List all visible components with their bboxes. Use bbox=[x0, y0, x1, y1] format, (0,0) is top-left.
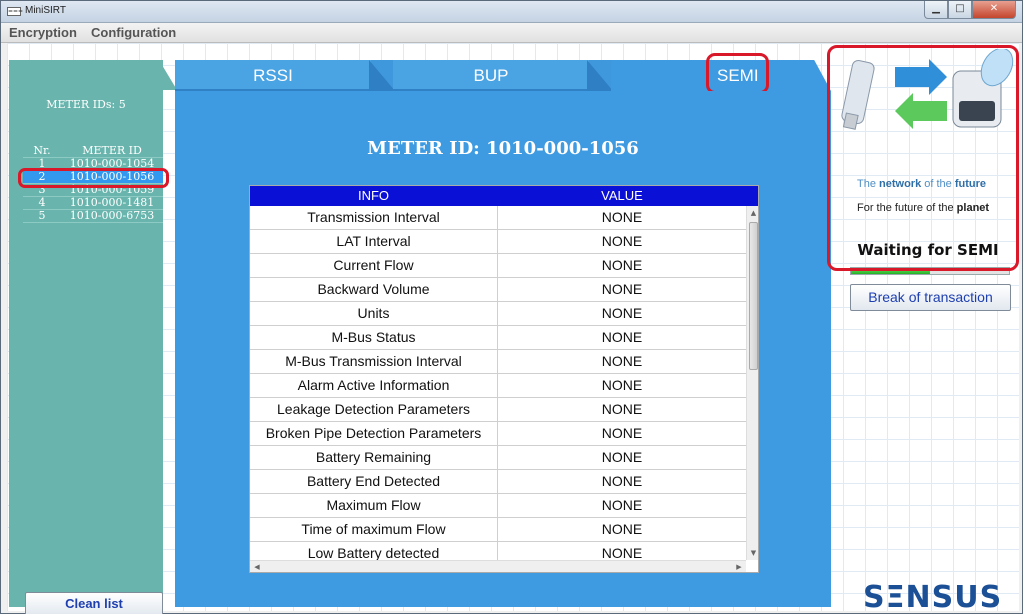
meter-row[interactable] bbox=[23, 210, 163, 223]
col-value-header: VALUE bbox=[601, 188, 643, 203]
meter-list-header bbox=[23, 144, 163, 158]
table-row[interactable] bbox=[250, 302, 746, 326]
info-cell: Current Flow bbox=[250, 254, 498, 277]
meter-nr: 1 bbox=[38, 157, 46, 170]
meter-nr: 2 bbox=[38, 170, 46, 183]
clean-list-button[interactable]: Clean list bbox=[25, 592, 163, 614]
info-grid bbox=[249, 185, 759, 573]
selected-meter-highlight bbox=[18, 168, 169, 188]
info-cell: Backward Volume bbox=[250, 278, 498, 301]
info-cell: M-Bus Status bbox=[250, 326, 498, 349]
meter-id: 1010-000-6753 bbox=[69, 209, 155, 222]
info-cell: Battery End Detected bbox=[250, 470, 498, 493]
table-row[interactable] bbox=[250, 278, 746, 302]
value-cell: NONE bbox=[601, 521, 643, 537]
info-cell: Leakage Detection Parameters bbox=[250, 398, 498, 421]
menu-configuration[interactable]: Configuration bbox=[91, 25, 177, 40]
scroll-down-icon[interactable]: ▼ bbox=[750, 549, 757, 557]
table-row[interactable] bbox=[250, 542, 746, 560]
menu-encryption[interactable]: Encryption bbox=[9, 25, 77, 40]
value-cell: NONE bbox=[601, 353, 643, 369]
tagline-text: For the future of the bbox=[857, 202, 957, 214]
vertical-scrollbar[interactable] bbox=[746, 206, 759, 560]
meter-list bbox=[23, 144, 163, 584]
info-cell: Transmission Interval bbox=[250, 206, 498, 229]
tagline-bold: future bbox=[954, 178, 987, 190]
value-cell: NONE bbox=[601, 257, 643, 273]
table-row[interactable] bbox=[250, 326, 746, 350]
meter-nr: 4 bbox=[38, 196, 46, 209]
meter-nr: 5 bbox=[38, 209, 46, 222]
scroll-right-icon[interactable]: ▶ bbox=[736, 563, 742, 571]
table-row[interactable] bbox=[250, 398, 746, 422]
minimize-button[interactable]: ▁ bbox=[924, 1, 948, 19]
table-row[interactable] bbox=[250, 374, 746, 398]
tagline-bold: planet bbox=[956, 202, 990, 214]
scroll-thumb[interactable] bbox=[749, 222, 758, 370]
info-cell: Maximum Flow bbox=[250, 494, 498, 517]
tab-semi-label: SEMI bbox=[717, 66, 759, 85]
app-icon: === bbox=[8, 8, 24, 15]
horizontal-scrollbar[interactable] bbox=[250, 560, 746, 573]
table-row[interactable] bbox=[250, 518, 746, 542]
table-row[interactable] bbox=[250, 350, 746, 374]
tagline-bold: network bbox=[879, 178, 922, 190]
info-cell: Battery Remaining bbox=[250, 446, 498, 469]
semi-tab-highlight bbox=[706, 53, 769, 94]
info-cell: Alarm Active Information bbox=[250, 374, 498, 397]
tagline-text: The bbox=[857, 178, 880, 190]
page-title: METER ID: 1010-000-1056 bbox=[367, 138, 639, 159]
value-cell: NONE bbox=[601, 497, 643, 513]
meter-list-panel bbox=[9, 60, 163, 611]
info-cell: Time of maximum Flow bbox=[250, 518, 498, 541]
status-label: Waiting for SEMI bbox=[857, 241, 999, 259]
window-controls bbox=[924, 1, 1016, 19]
status-panel-highlight bbox=[827, 45, 1019, 271]
table-row[interactable] bbox=[250, 470, 746, 494]
value-cell: NONE bbox=[601, 305, 643, 321]
meter-id: 1010-000-1056 bbox=[69, 170, 155, 183]
table-row[interactable] bbox=[250, 422, 746, 446]
col-nr-header: Nr. bbox=[33, 144, 51, 157]
left-panel-tab bbox=[137, 60, 177, 90]
value-cell: NONE bbox=[601, 377, 643, 393]
value-cell: NONE bbox=[601, 281, 643, 297]
scroll-left-icon[interactable]: ◀ bbox=[254, 563, 260, 571]
table-row[interactable] bbox=[250, 206, 746, 230]
menu-bar bbox=[1, 23, 1022, 43]
table-row[interactable] bbox=[250, 230, 746, 254]
col-info-header: INFO bbox=[357, 188, 390, 203]
sensus-logo: SΞNSUS bbox=[863, 580, 1003, 614]
scroll-up-icon[interactable]: ▲ bbox=[750, 209, 757, 217]
value-cell: NONE bbox=[601, 329, 643, 345]
value-cell: NONE bbox=[601, 473, 643, 489]
col-id-header: METER ID bbox=[82, 144, 142, 157]
title-bar bbox=[1, 1, 1022, 23]
meter-nr: 3 bbox=[38, 183, 46, 196]
info-cell: LAT Interval bbox=[250, 230, 498, 253]
tab-bup[interactable]: BUP bbox=[393, 60, 589, 91]
info-cell: Units bbox=[250, 302, 498, 325]
meter-count-label: METER IDs: 5 bbox=[46, 98, 126, 111]
value-cell: NONE bbox=[601, 233, 643, 249]
tagline-text: of the bbox=[921, 178, 955, 190]
content-area bbox=[7, 43, 1019, 614]
info-cell: Low Battery detected bbox=[250, 542, 498, 560]
meter-id: 1010-000-1481 bbox=[69, 196, 155, 209]
grid-header bbox=[250, 186, 758, 206]
window-title: MiniSIRT bbox=[25, 5, 66, 16]
grid-body bbox=[250, 206, 746, 560]
value-cell: NONE bbox=[601, 449, 643, 465]
meter-id: 1010-000-1054 bbox=[69, 157, 155, 170]
info-cell: Broken Pipe Detection Parameters bbox=[250, 422, 498, 445]
info-cell: M-Bus Transmission Interval bbox=[250, 350, 498, 373]
table-row[interactable] bbox=[250, 254, 746, 278]
tab-rssi[interactable]: RSSI bbox=[175, 60, 371, 91]
value-cell: NONE bbox=[601, 425, 643, 441]
meter-id: 1010-000-1059 bbox=[69, 183, 155, 196]
value-cell: NONE bbox=[601, 401, 643, 417]
value-cell: NONE bbox=[601, 209, 643, 225]
value-cell: NONE bbox=[601, 545, 643, 560]
close-button[interactable]: ✕ bbox=[972, 1, 1016, 19]
table-row[interactable] bbox=[250, 446, 746, 470]
table-row[interactable] bbox=[250, 494, 746, 518]
maximize-button[interactable]: □ bbox=[948, 1, 972, 19]
break-transaction-button[interactable]: Break of transaction bbox=[850, 284, 1011, 311]
